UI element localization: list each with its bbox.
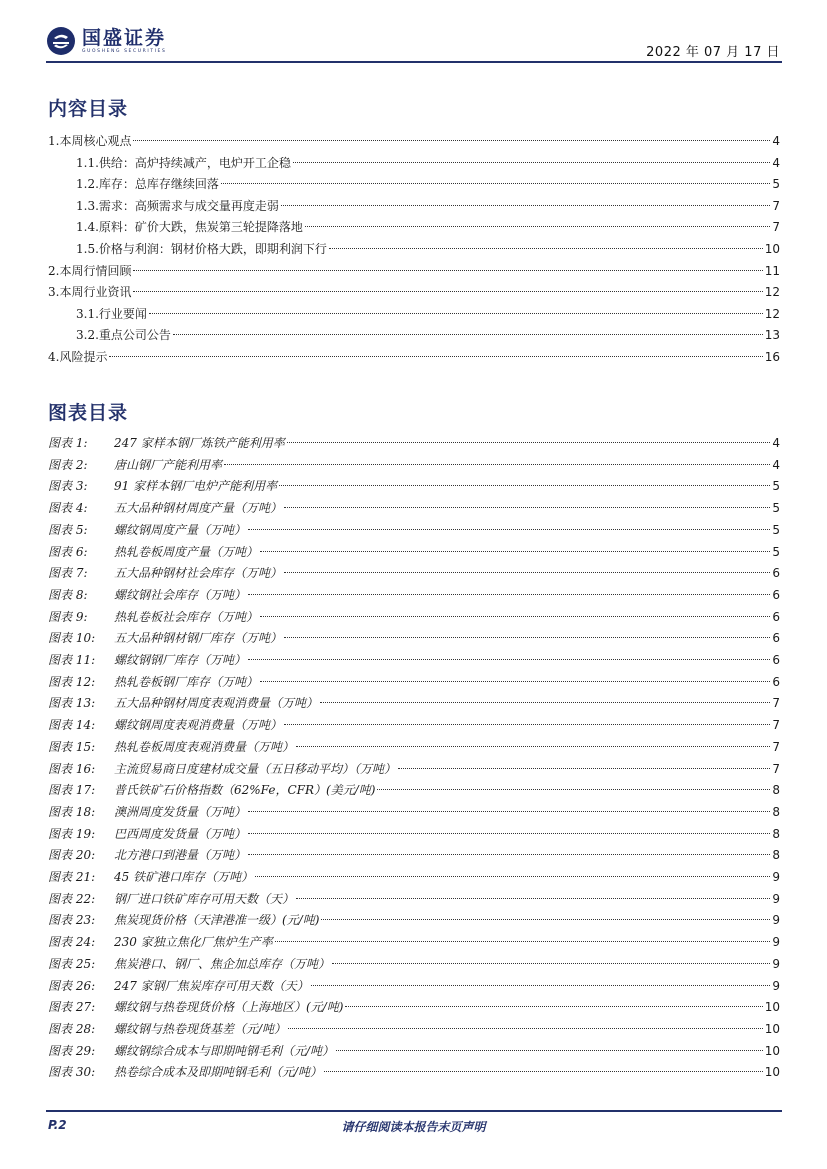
dot-leader <box>324 1071 763 1072</box>
figure-entry[interactable] <box>48 1062 780 1082</box>
figure-number: 图表 4: <box>48 501 88 516</box>
figure-number: 图表 14: <box>48 718 96 733</box>
dot-leader <box>284 724 770 725</box>
dot-leader <box>248 529 770 530</box>
dot-leader <box>260 681 770 682</box>
figure-entry-page: 6 <box>772 653 780 667</box>
header-divider <box>46 61 782 63</box>
contents-entry[interactable] <box>48 153 780 173</box>
figure-entry-page: 7 <box>772 696 780 711</box>
figure-number: 图表 22: <box>48 891 96 906</box>
footer-divider <box>46 1110 782 1112</box>
company-logo <box>46 24 166 58</box>
figure-number: 图表 18: <box>48 804 96 819</box>
figure-entry[interactable] <box>48 997 780 1017</box>
figure-entry[interactable] <box>48 954 780 974</box>
figure-entry-page: 6 <box>772 587 780 602</box>
figure-number: 图表 2: <box>48 457 88 472</box>
figure-entry[interactable] <box>48 672 780 692</box>
figure-entry-label <box>48 802 246 822</box>
figure-title: 主流贸易商日度建材成交量（五日移动平均）（万吨） <box>114 761 397 776</box>
figure-entry[interactable] <box>48 932 780 952</box>
contents-entry-page: 7 <box>772 198 780 213</box>
contents-entry-page: 10 <box>764 242 780 256</box>
figure-title: 焦炭现货价格（天津港准一级）(元/吨) <box>114 913 320 928</box>
figure-title: 钢厂进口铁矿库存可用天数（天） <box>114 891 295 906</box>
contents-entry[interactable] <box>48 217 780 237</box>
figure-entry[interactable] <box>48 520 780 540</box>
contents-entry[interactable] <box>48 196 780 216</box>
dot-leader <box>248 659 770 660</box>
figure-entry[interactable] <box>48 759 780 779</box>
figure-entry-label <box>48 542 258 562</box>
figure-entry-page: 4 <box>772 457 780 472</box>
contents-entry-label: 1.5.价格与利润：钢材价格大跌，即期利润下行 <box>76 242 327 256</box>
figure-number: 图表 5: <box>48 522 88 537</box>
figure-entry-page: 5 <box>772 479 780 494</box>
figure-entry-page: 10 <box>764 1065 780 1080</box>
dot-leader <box>296 746 770 747</box>
figure-entry[interactable] <box>48 737 780 757</box>
figure-number: 图表 1: <box>48 436 88 450</box>
figure-title: 247 家样本钢厂炼铁产能利用率 <box>114 436 285 450</box>
figure-entry[interactable] <box>48 628 780 648</box>
figure-entry-label <box>48 954 330 974</box>
figure-title: 247 家钢厂焦炭库存可用天数（天） <box>114 978 309 993</box>
dot-leader <box>133 140 770 141</box>
figure-entry-label <box>48 433 285 453</box>
contents-entry[interactable] <box>48 239 780 259</box>
figure-entry-label <box>48 824 246 844</box>
figure-entry[interactable] <box>48 563 780 583</box>
dot-leader <box>320 702 770 703</box>
figure-number: 图表 27: <box>48 1000 96 1015</box>
dot-leader <box>260 616 770 617</box>
footer-disclaimer: 请仔细阅读本报告末页声明 <box>341 1120 486 1134</box>
figure-entry-page: 8 <box>772 826 780 841</box>
figure-entry[interactable] <box>48 889 780 909</box>
contents-entry-label: 1.本周核心观点 <box>48 134 132 148</box>
contents-entry-page: 12 <box>764 306 780 321</box>
dot-leader <box>109 356 762 357</box>
figure-entry-label <box>48 889 294 909</box>
figure-entry[interactable] <box>48 824 780 844</box>
figure-entry-page: 9 <box>772 978 780 993</box>
contents-entry[interactable] <box>48 282 780 302</box>
dot-leader <box>279 485 770 486</box>
figure-title: 澳洲周度发货量（万吨） <box>114 804 247 819</box>
logo-english-name: GUOSHENG SECURITIES <box>82 48 167 54</box>
dot-leader <box>260 551 770 552</box>
dot-leader <box>133 291 762 292</box>
dot-leader <box>287 442 771 443</box>
figure-entry-page: 7 <box>772 739 780 754</box>
figure-number: 图表 21: <box>48 870 96 884</box>
figure-title: 45 铁矿港口库存（万吨） <box>114 870 254 884</box>
dot-leader <box>224 464 770 465</box>
figure-entry[interactable] <box>48 585 780 605</box>
figure-entry-page: 9 <box>772 935 780 950</box>
dot-leader <box>248 854 770 855</box>
contents-entry-page: 12 <box>764 285 780 300</box>
figure-entry-label <box>48 1041 334 1061</box>
figure-number: 图表 6: <box>48 544 88 559</box>
dot-leader <box>133 270 762 271</box>
dot-leader <box>248 594 770 595</box>
contents-entry-label: 1.1.供给：高炉持续减产，电炉开工企稳 <box>76 155 291 170</box>
contents-entry-label: 3.1.行业要闻 <box>76 306 147 321</box>
figure-entry-label <box>48 628 282 648</box>
dot-leader <box>173 334 763 335</box>
figure-title: 91 家样本钢厂电炉产能利用率 <box>114 479 278 494</box>
figure-entry[interactable] <box>48 780 780 800</box>
dot-leader <box>377 789 770 790</box>
dot-leader <box>311 985 771 986</box>
figure-entry-page: 9 <box>772 891 780 906</box>
dot-leader <box>345 1006 762 1007</box>
contents-entry-page: 4 <box>772 134 780 148</box>
figure-title: 五大品种钢材社会库存（万吨） <box>114 566 283 581</box>
figure-entry-page: 7 <box>772 761 780 776</box>
dot-leader <box>281 205 770 206</box>
contents-entry-label: 1.3.需求：高频需求与成交量再度走弱 <box>76 198 279 213</box>
figure-entry-label <box>48 520 246 540</box>
figure-entry-page: 6 <box>772 631 780 646</box>
figure-number: 图表 25: <box>48 956 96 971</box>
dot-leader <box>284 637 770 638</box>
guosheng-logo-icon <box>46 26 76 56</box>
figure-entry[interactable] <box>48 802 780 822</box>
dot-leader <box>255 876 770 877</box>
figure-entry-page: 5 <box>772 522 780 537</box>
figure-entry-page: 7 <box>772 718 780 733</box>
figure-number: 图表 15: <box>48 739 96 754</box>
figure-entry[interactable] <box>48 476 780 496</box>
figure-title: 焦炭港口、钢厂、焦企加总库存（万吨） <box>114 956 331 971</box>
contents-entry[interactable] <box>48 347 780 367</box>
logo-chinese-name: 国盛证券 <box>82 26 167 49</box>
figure-entry-label <box>48 1062 322 1082</box>
figure-entry[interactable] <box>48 1019 780 1039</box>
figure-number: 图表 8: <box>48 587 88 602</box>
figure-entry-page: 10 <box>764 1043 780 1058</box>
figure-title: 巴西周度发货量（万吨） <box>114 826 247 841</box>
figure-entry-label <box>48 976 309 996</box>
dot-leader <box>284 572 770 573</box>
contents-entry-page: 16 <box>764 350 780 364</box>
contents-entry-page: 4 <box>772 155 780 170</box>
figure-entry[interactable] <box>48 650 780 670</box>
figure-number: 图表 3: <box>48 479 88 494</box>
dot-leader <box>284 507 770 508</box>
report-date: 2022 年 07 月 17 日 <box>646 45 780 60</box>
figure-title: 热轧卷板周度表观消费量（万吨） <box>114 739 295 754</box>
contents-entry[interactable] <box>48 261 780 281</box>
figure-number: 图表 11: <box>48 653 96 667</box>
figure-entry-label <box>48 932 273 952</box>
figure-entry-label <box>48 476 277 496</box>
dot-leader <box>248 833 770 834</box>
dot-leader <box>398 768 770 769</box>
figure-entry-page: 6 <box>772 609 780 624</box>
figure-entry-label <box>48 759 396 779</box>
figure-title: 热轧卷板周度产量（万吨） <box>114 544 259 559</box>
dot-leader <box>329 248 763 249</box>
figure-entry-page: 8 <box>772 804 780 819</box>
figure-number: 图表 17: <box>48 783 96 798</box>
contents-entry[interactable] <box>48 131 780 151</box>
contents-entry-label: 3.2.重点公司公告 <box>76 328 171 343</box>
figure-entry[interactable] <box>48 845 780 865</box>
figure-entry-label <box>48 867 253 887</box>
figure-entry[interactable] <box>48 910 780 930</box>
contents-entry-page: 5 <box>772 177 780 192</box>
page-number: P.2 <box>48 1118 67 1132</box>
figure-title: 热轧卷板社会库存（万吨） <box>114 609 259 624</box>
figure-entry-label <box>48 737 294 757</box>
figure-entry-label <box>48 693 318 713</box>
figure-entry-label <box>48 780 375 800</box>
figure-entry[interactable] <box>48 693 780 713</box>
figure-title: 五大品种钢材钢厂库存（万吨） <box>114 631 283 646</box>
figure-entry-label <box>48 715 282 735</box>
dot-leader <box>321 919 770 920</box>
figure-entry[interactable] <box>48 715 780 735</box>
figure-number: 图表 13: <box>48 696 96 711</box>
figure-entry-label <box>48 910 319 930</box>
contents-entry-page: 7 <box>772 220 780 235</box>
dot-leader <box>296 898 770 899</box>
contents-entry-label: 1.2.库存：总库存继续回落 <box>76 177 219 192</box>
figure-entry-page: 8 <box>772 783 780 798</box>
figure-entry[interactable] <box>48 433 780 453</box>
contents-entry-label: 3.本周行业资讯 <box>48 285 132 300</box>
figure-entry-label <box>48 997 343 1017</box>
figure-entry-label <box>48 585 246 605</box>
figure-number: 图表 28: <box>48 1021 96 1036</box>
figure-entry-page: 9 <box>772 956 780 971</box>
figure-entry-label <box>48 1019 286 1039</box>
figure-entry-label <box>48 455 222 475</box>
figure-title: 螺纹钢与热卷现货基差（元/吨） <box>114 1021 287 1036</box>
dot-leader <box>275 941 771 942</box>
figure-number: 图表 30: <box>48 1065 96 1080</box>
contents-title: 内容目录 <box>48 98 129 120</box>
contents-entry-label: 1.4.原料：矿价大跌，焦炭第三轮提降落地 <box>76 220 303 235</box>
figure-entry[interactable] <box>48 867 780 887</box>
figure-title: 螺纹钢周度表观消费量（万吨） <box>114 718 283 733</box>
figure-title: 北方港口到港量（万吨） <box>114 848 247 863</box>
page-header <box>46 24 782 62</box>
figure-number: 图表 7: <box>48 566 88 581</box>
contents-entry[interactable] <box>48 304 780 324</box>
figure-title: 螺纹钢与热卷现货价格（上海地区）(元/吨) <box>114 1000 344 1015</box>
figure-entry[interactable] <box>48 976 780 996</box>
figure-title: 螺纹钢周度产量（万吨） <box>114 522 247 537</box>
figure-title: 螺纹钢钢厂库存（万吨） <box>114 653 247 667</box>
figure-number: 图表 19: <box>48 826 96 841</box>
contents-entry-page: 13 <box>764 328 780 343</box>
contents-entry[interactable] <box>48 325 780 345</box>
dot-leader <box>288 1028 763 1029</box>
dot-leader <box>248 811 770 812</box>
figure-entry[interactable] <box>48 455 780 475</box>
figure-entry[interactable] <box>48 542 780 562</box>
figure-number: 图表 23: <box>48 913 96 928</box>
figure-number: 图表 26: <box>48 978 96 993</box>
figure-title: 230 家独立焦化厂焦炉生产率 <box>114 935 273 950</box>
figure-title: 五大品种钢材周度表观消费量（万吨） <box>114 696 319 711</box>
figure-number: 图表 24: <box>48 935 96 950</box>
figures-title: 图表目录 <box>48 402 129 424</box>
figure-title: 螺纹钢综合成本与即期吨钢毛利（元/吨） <box>114 1043 335 1058</box>
figure-number: 图表 12: <box>48 674 96 689</box>
figure-title: 热卷综合成本及即期吨钢毛利（元/吨） <box>114 1065 323 1080</box>
figure-entry-page: 5 <box>772 501 780 516</box>
dot-leader <box>305 226 770 227</box>
figure-title: 螺纹钢社会库存（万吨） <box>114 587 247 602</box>
figure-title: 唐山钢厂产能利用率 <box>114 457 223 472</box>
contents-entry-label: 2.本周行情回顾 <box>48 263 132 278</box>
figure-entry-page: 6 <box>772 674 780 689</box>
figure-entry-page: 8 <box>772 848 780 863</box>
figure-entry-label <box>48 650 246 670</box>
figure-entry-page: 10 <box>764 1000 780 1015</box>
figure-entry-label <box>48 607 258 627</box>
figure-title: 普氏铁矿石价格指数（62%Fe，CFR）(美元/吨) <box>114 783 376 798</box>
figure-entry-page: 5 <box>772 544 780 559</box>
figure-entry-page: 9 <box>772 913 780 928</box>
contents-entry-page: 11 <box>764 263 780 278</box>
dot-leader <box>149 313 763 314</box>
figure-number: 图表 9: <box>48 609 88 624</box>
figure-entry-label <box>48 563 282 583</box>
figure-entry-label <box>48 672 258 692</box>
dot-leader <box>221 183 770 184</box>
figure-entry[interactable] <box>48 607 780 627</box>
contents-entry[interactable] <box>48 174 780 194</box>
contents-entry-label: 4.风险提示 <box>48 350 108 364</box>
dot-leader <box>332 963 770 964</box>
figure-number: 图表 10: <box>48 631 96 646</box>
figure-entry-page: 9 <box>772 870 780 884</box>
figure-entry[interactable] <box>48 498 780 518</box>
figure-entry-label <box>48 845 246 865</box>
figure-title: 热轧卷板钢厂库存（万吨） <box>114 674 259 689</box>
figure-entry-page: 4 <box>772 436 780 450</box>
figure-entry[interactable] <box>48 1041 780 1061</box>
figure-entry-page: 6 <box>772 566 780 581</box>
figure-number: 图表 29: <box>48 1043 96 1058</box>
dot-leader <box>336 1050 763 1051</box>
figure-title: 五大品种钢材周度产量（万吨） <box>114 501 283 516</box>
figure-number: 图表 16: <box>48 761 96 776</box>
figure-entry-label <box>48 498 282 518</box>
figure-number: 图表 20: <box>48 848 96 863</box>
figure-entry-page: 10 <box>764 1021 780 1036</box>
dot-leader <box>293 162 770 163</box>
